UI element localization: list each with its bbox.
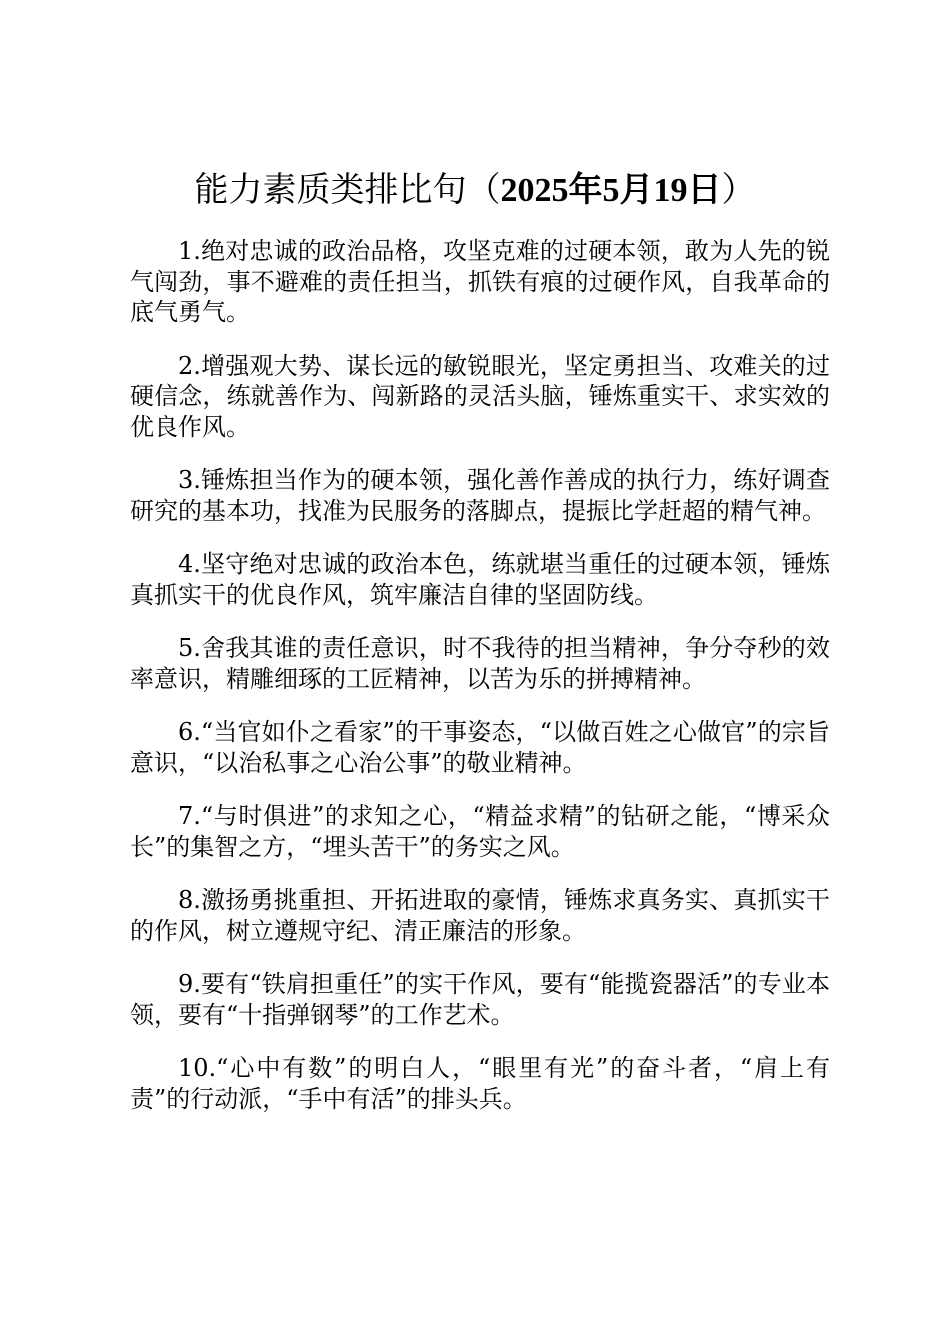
paragraph-7: 7.“与时俱进”的求知之心，“精益求精”的钻研之能，“博采众长”的集智之方，“埋头苦干”的务实之风。	[130, 802, 830, 861]
title-main: 能力素质类排比句	[194, 170, 467, 210]
title-date: 2025年5月19日	[500, 172, 722, 209]
document-body	[130, 236, 830, 1114]
paragraph-2: 2.增强观大势、谋长远的敏锐眼光，坚定勇担当、攻难关的过硬信念，练就善作为、闯新路的灵活头脑，锤炼重实干、求实效的优良作风。	[130, 351, 830, 441]
paragraph-4: 4.坚守绝对忠诚的政治本色，练就堪当重任的过硬本领，锤炼真抓实干的优良作风，筑牢廉洁自律的坚固防线。	[130, 550, 830, 609]
title-open-paren: （	[466, 170, 501, 210]
title-close-paren: ）	[721, 170, 756, 210]
paragraph-3: 3.锤炼担当作为的硬本领，强化善作善成的执行力，练好调查研究的基本功，找准为民服务的落脚点，提振比学赶超的精气神。	[130, 466, 830, 525]
paragraph-1: 1.绝对忠诚的政治品格，攻坚克难的过硬本领，敢为人先的锐气闯劲，事不避难的责任担当，抓铁有痕的过硬作风，自我革命的底气勇气。	[130, 237, 830, 326]
paragraph-9: 9.要有“铁肩担重任”的实干作风，要有“能揽瓷器活”的专业本领，要有“十指弹钢琴”的工作艺术。	[130, 970, 830, 1029]
paragraph-6: 6.“当官如仆之看家”的干事姿态，“以做百姓之心做官”的宗旨意识，“以治私事之心治公事”的敬业精神。	[130, 718, 830, 777]
paragraph-8: 8.激扬勇挑重担、开拓进取的豪情，锤炼求真务实、真抓实干的作风，树立遵规守纪、清正廉洁的形象。	[130, 886, 830, 945]
document-title	[0, 166, 950, 215]
paragraph-10: 10.“心中有数”的明白人，“眼里有光”的奋斗者，“肩上有责”的行动派，“手中有活”的排头兵。	[130, 1054, 830, 1113]
paragraph-5: 5.舍我其谁的责任意识，时不我待的担当精神，争分夺秒的效率意识，精雕细琢的工匠精神，以苦为乐的拼搏精神。	[130, 634, 830, 693]
